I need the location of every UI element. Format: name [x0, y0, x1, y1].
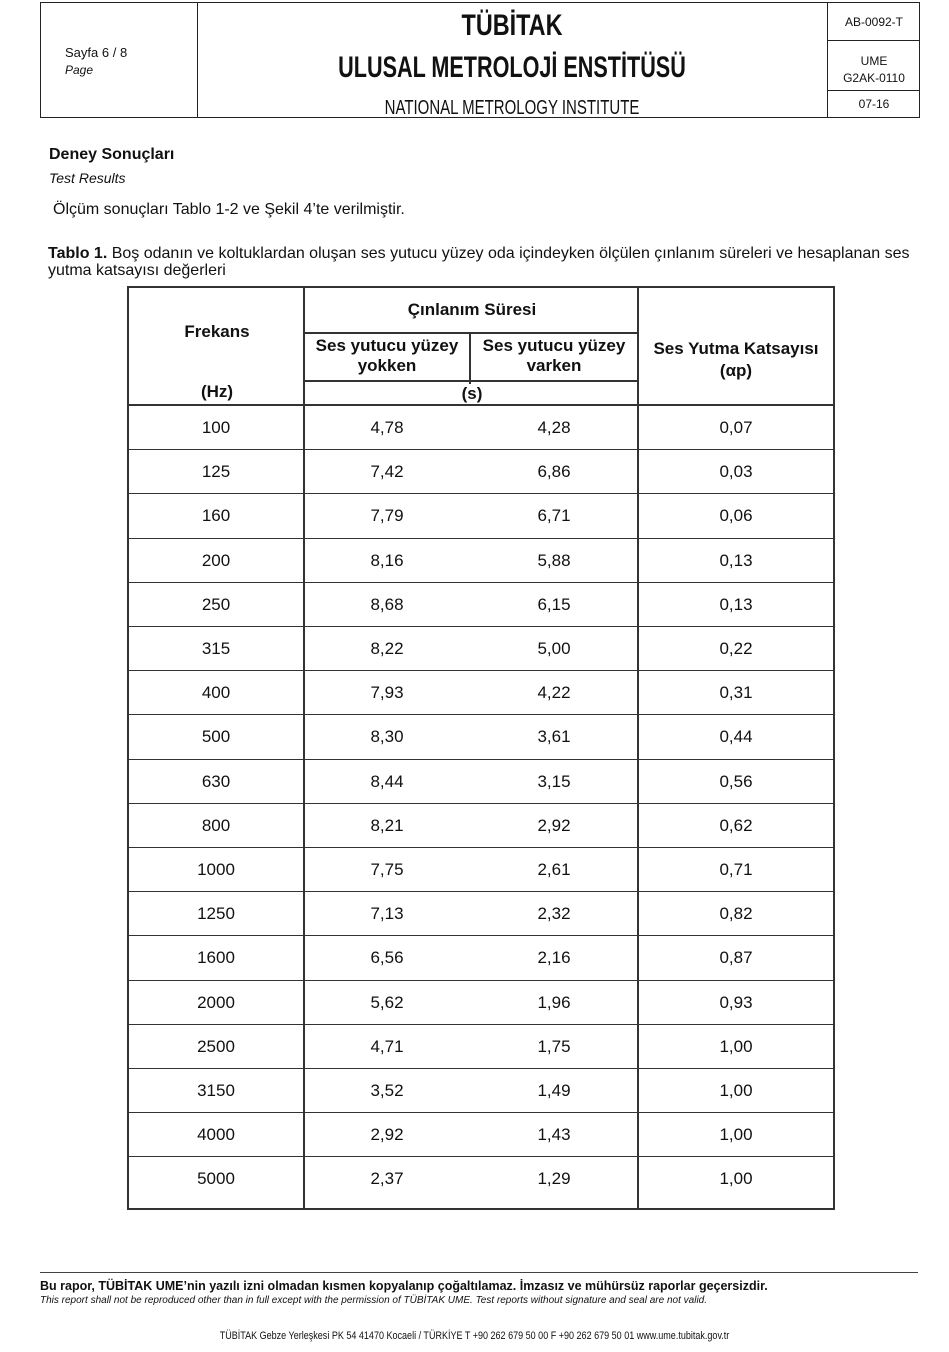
- col-header-frequency: Frekans: [184, 322, 250, 341]
- cell-reverb-with: 1,49: [537, 1081, 571, 1100]
- org-name-ume: ULUSAL METROLOJİ ENSTİTÜSÜ: [338, 51, 686, 84]
- cell-reverb-with: 4,28: [537, 418, 571, 437]
- cell-reverb-without: 8,44: [370, 771, 404, 791]
- table-row-divider: [129, 714, 833, 715]
- cell-absorption-coefficient: 1,00: [719, 1125, 753, 1145]
- table-row-divider: [129, 449, 833, 450]
- col-group-reverberation: Çınlanım Süresi: [407, 300, 537, 319]
- cell-reverb-with: 2,16: [537, 948, 571, 968]
- cell-reverb-without: 3,52: [370, 1081, 404, 1100]
- col-header-without-absorber: [305, 336, 469, 376]
- col-header-without-absorber-l1: Ses yutucu yüzey: [315, 336, 459, 355]
- col-header-absorption-coefficient: [639, 338, 833, 382]
- cell-absorption-coefficient: 0,13: [719, 594, 753, 614]
- cell-frequency: 160: [201, 506, 231, 526]
- cell-absorption-coefficient: 0,71: [719, 860, 753, 879]
- col-header-absorption-l2: (αp): [719, 361, 753, 380]
- cell-absorption-coefficient: 0,06: [719, 506, 753, 526]
- table-caption-label: Tablo 1.: [48, 245, 108, 262]
- cell-reverb-without: 8,21: [370, 815, 404, 835]
- doc-code: AB-0092-T: [828, 3, 920, 41]
- cell-frequency: 400: [201, 683, 231, 703]
- cell-reverb-with: 3,61: [537, 727, 571, 747]
- cell-absorption-coefficient: 1,00: [719, 1081, 753, 1100]
- cell-reverb-with: 1,96: [537, 992, 571, 1012]
- table-row-divider: [129, 1112, 833, 1113]
- cell-reverb-with: 2,32: [537, 904, 571, 924]
- footer-notice-tr: Bu rapor, TÜBİTAK UME’nin yazılı izni olmadan kısmen kopyalanıp çoğaltılamaz. İmzasız ve mühürsüz raporlar geçersizdir.: [40, 1279, 768, 1293]
- cell-frequency: 2000: [197, 992, 235, 1012]
- table-row-divider: [129, 582, 833, 583]
- col-header-with-absorber-l1: Ses yutucu yüzey: [482, 336, 626, 355]
- page-info-cell: [41, 3, 198, 117]
- cell-reverb-without: 8,68: [370, 594, 404, 614]
- cell-reverb-without: 8,30: [370, 727, 404, 747]
- table-row-divider: [129, 980, 833, 981]
- cell-frequency: 125: [201, 462, 231, 482]
- table-divider: [469, 334, 471, 384]
- cell-absorption-coefficient: 0,82: [719, 904, 753, 924]
- cell-reverb-without: 5,62: [370, 992, 404, 1012]
- table-row-divider: [129, 847, 833, 848]
- cell-absorption-coefficient: 0,22: [719, 639, 753, 658]
- cell-reverb-with: 6,71: [537, 506, 571, 526]
- table-caption-text: Boş odanın ve koltuklardan oluşan ses yutucu yüzey oda içindeyken ölçülen çınlanım süreleri ve hesaplanan ses yutma katsayısı değerleri: [48, 245, 910, 279]
- cell-frequency: 800: [201, 815, 231, 835]
- page-number-value: 6 / 8: [101, 45, 128, 60]
- cell-reverb-with: 6,15: [537, 594, 571, 614]
- cell-reverb-without: 6,56: [370, 948, 404, 968]
- cell-frequency: 200: [201, 550, 231, 570]
- table-row-divider: [129, 935, 833, 936]
- col-header-frequency-unit: (Hz): [200, 382, 234, 401]
- col-header-absorption-l1: Ses Yutma Katsayısı: [653, 339, 819, 358]
- cell-absorption-coefficient: 1,00: [719, 1036, 753, 1056]
- table-divider: [305, 332, 637, 334]
- col-header-reverb-unit: (s): [461, 384, 483, 403]
- document-header: [40, 2, 920, 118]
- table-row-divider: [129, 1068, 833, 1069]
- cell-reverb-without: 8,16: [370, 550, 404, 570]
- cell-frequency: 1600: [197, 948, 235, 968]
- cell-reverb-without: 2,92: [370, 1125, 404, 1145]
- col-header-with-absorber: [471, 336, 637, 376]
- col-header-without-absorber-l2: yokken: [357, 356, 417, 375]
- cell-absorption-coefficient: 0,13: [719, 550, 753, 570]
- cell-reverb-without: 7,75: [370, 860, 404, 879]
- cell-reverb-without: 7,79: [370, 506, 404, 526]
- cell-reverb-without: 4,71: [370, 1036, 404, 1056]
- col-header-with-absorber-l2: varken: [526, 356, 582, 375]
- footer-notice-en: This report shall not be reproduced other than in full except with the permission of TÜBİTAK UME. Test reports without signature and seal are not valid.: [40, 1295, 708, 1306]
- cell-absorption-coefficient: 0,56: [719, 771, 753, 791]
- cell-reverb-with: 4,22: [537, 683, 571, 703]
- cell-reverb-without: 7,93: [370, 683, 404, 703]
- page-label-en: Page: [65, 63, 94, 77]
- table-header-bottom-rule: [129, 404, 833, 406]
- cell-reverb-with: 2,92: [537, 815, 571, 835]
- cell-frequency: 315: [201, 639, 231, 658]
- cell-reverb-without: 8,22: [370, 639, 404, 658]
- table-row-divider: [129, 759, 833, 760]
- table-row-divider: [129, 803, 833, 804]
- footer-contact: TÜBİTAK Gebze Yerleşkesi PK 54 41470 Kocaeli / TÜRKİYE T +90 262 679 50 00 F +90 262 679 50 01 www.ume.tubitak.gov.tr: [219, 1330, 730, 1342]
- cell-frequency: 5000: [197, 1169, 235, 1189]
- cell-frequency: 4000: [197, 1125, 235, 1145]
- cell-reverb-with: 5,88: [537, 550, 571, 570]
- cell-frequency: 100: [201, 418, 231, 437]
- table-row-divider: [129, 538, 833, 539]
- section-title: Deney Sonuçları: [49, 146, 175, 163]
- ume-label: UME: [860, 54, 888, 68]
- ume-code-block: [828, 41, 920, 91]
- document-code-cell: [827, 3, 920, 117]
- ume-code: G2AK-0110: [843, 71, 905, 85]
- organization-title-cell: [198, 3, 826, 117]
- table-caption: [48, 245, 923, 279]
- cell-reverb-with: 1,29: [537, 1169, 571, 1189]
- cell-frequency: 1250: [197, 904, 235, 924]
- org-name-tubitak: TÜBİTAK: [461, 9, 563, 42]
- revision: 07-16: [858, 97, 890, 111]
- org-name-english: NATIONAL METROLOGY INSTITUTE: [384, 97, 640, 119]
- section-subtitle: Test Results: [49, 170, 126, 186]
- page-number: [65, 45, 127, 60]
- cell-frequency: 3150: [197, 1081, 235, 1100]
- cell-reverb-with: 6,86: [537, 462, 571, 482]
- cell-reverb-with: 1,75: [537, 1036, 571, 1056]
- cell-frequency: 500: [201, 727, 231, 747]
- cell-reverb-with: 1,43: [537, 1125, 571, 1145]
- intro-text: Ölçüm sonuçları Tablo 1-2 ve Şekil 4’te verilmiştir.: [53, 201, 405, 218]
- cell-reverb-with: 2,61: [537, 860, 571, 879]
- cell-reverb-with: 5,00: [537, 639, 571, 658]
- cell-frequency: 250: [201, 594, 231, 614]
- table-row-divider: [129, 493, 833, 494]
- footer-divider: [40, 1272, 918, 1273]
- cell-absorption-coefficient: 0,93: [719, 992, 753, 1012]
- table-row-divider: [129, 1024, 833, 1025]
- table-row-divider: [129, 626, 833, 627]
- cell-reverb-with: 3,15: [537, 771, 571, 791]
- cell-frequency: 630: [201, 771, 231, 791]
- table-row-divider: [129, 670, 833, 671]
- cell-absorption-coefficient: 0,87: [719, 948, 753, 968]
- page-label-tr: Sayfa: [65, 45, 99, 60]
- cell-reverb-without: 2,37: [370, 1169, 404, 1189]
- cell-absorption-coefficient: 0,62: [719, 815, 753, 835]
- cell-absorption-coefficient: 1,00: [719, 1169, 753, 1189]
- cell-frequency: 1000: [197, 860, 235, 879]
- cell-reverb-without: 7,13: [370, 904, 404, 924]
- cell-reverb-without: 4,78: [370, 418, 404, 437]
- cell-absorption-coefficient: 0,44: [719, 727, 753, 747]
- table-divider: [305, 380, 637, 382]
- cell-absorption-coefficient: 0,07: [719, 418, 753, 437]
- cell-absorption-coefficient: 0,03: [719, 462, 753, 482]
- cell-reverb-without: 7,42: [370, 462, 404, 482]
- results-table: [127, 286, 835, 1210]
- table-row-divider: [129, 1156, 833, 1157]
- cell-absorption-coefficient: 0,31: [719, 683, 753, 703]
- cell-frequency: 2500: [197, 1036, 235, 1056]
- table-row-divider: [129, 891, 833, 892]
